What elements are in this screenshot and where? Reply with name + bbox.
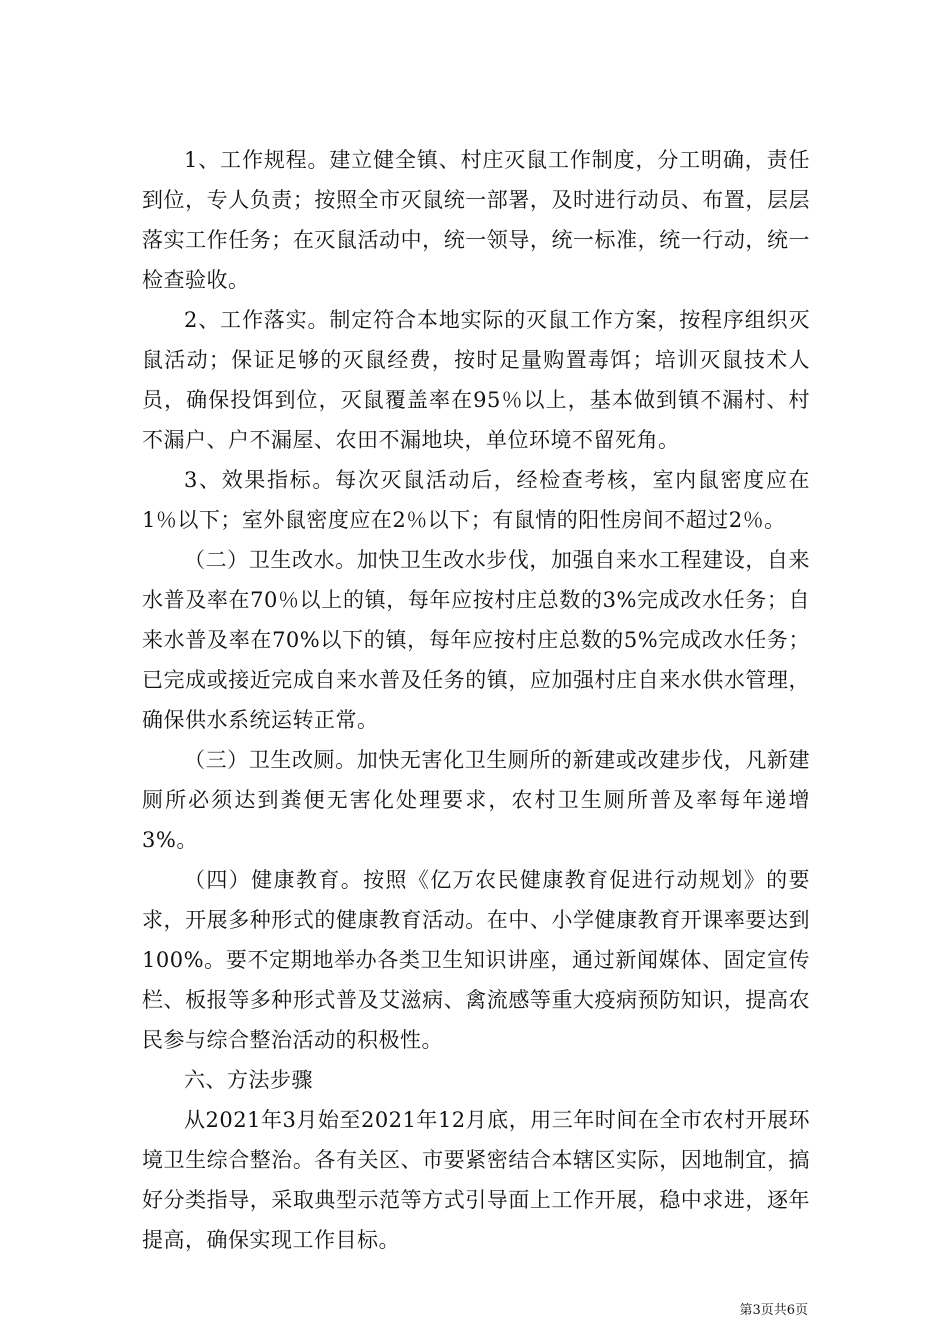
document-body [142,140,810,1260]
paragraph-health-education: （四）健康教育。按照《亿万农民健康教育促进行动规划》的要求，开展多种形式的健康教育活动。在中、小学健康教育开课率要达到100%。要不定期地举办各类卫生知识讲座，通过新闻媒体、固定宣传栏、板报等多种形式普及艾滋病、禽流感等重大疫病预防知识，提高农民参与综合整治活动的积极性。 [142,868,810,1052]
paragraph-work-implementation: 2、工作落实。制定符合本地实际的灭鼠工作方案，按程序组织灭鼠活动；保证足够的灭鼠经费，按时足量购置毒饵；培训灭鼠技术人员，确保投饵到位，灭鼠覆盖率在95％以上，基本做到镇不漏村、村不漏户、户不漏屋、农田不漏地块，单位环境不留死角。 [142,308,810,452]
page-number-footer: 第3页共6页 [739,1303,808,1318]
paragraph-work-procedure: 1、工作规程。建立健全镇、村庄灭鼠工作制度，分工明确，责任到位，专人负责；按照全市灭鼠统一部署，及时进行动员、布置，层层落实工作任务；在灭鼠活动中，统一领导，统一标准，统一行动，统一检查验收。 [142,148,810,292]
paragraph-effect-indicators: 3、效果指标。每次灭鼠活动后，经检查考核，室内鼠密度应在1％以下；室外鼠密度应在2％以下；有鼠情的阳性房间不超过2％。 [142,468,810,532]
paragraph-toilet-improvement: （三）卫生改厕。加快无害化卫生厕所的新建或改建步伐，凡新建厕所必须达到粪便无害化处理要求，农村卫生厕所普及率每年递增3%。 [142,748,810,852]
paragraph-water-improvement: （二）卫生改水。加快卫生改水步伐，加强自来水工程建设，自来水普及率在70％以上的镇，每年应按村庄总数的3%完成改水任务；自来水普及率在70%以下的镇，每年应按村庄总数的5%完成改水任务；已完成或接近完成自来水普及任务的镇，应加强村庄自来水供水管理，确保供水系统运转正常。 [142,548,810,732]
section-heading-methods: 六、方法步骤 [184,1068,313,1092]
paragraph-timeline: 从2021年3月始至2021年12月底，用三年时间在全市农村开展环境卫生综合整治。各有关区、市要紧密结合本辖区实际，因地制宜，搞好分类指导，采取典型示范等方式引导面上工作开展，稳中求进，逐年提高，确保实现工作目标。 [142,1108,810,1252]
